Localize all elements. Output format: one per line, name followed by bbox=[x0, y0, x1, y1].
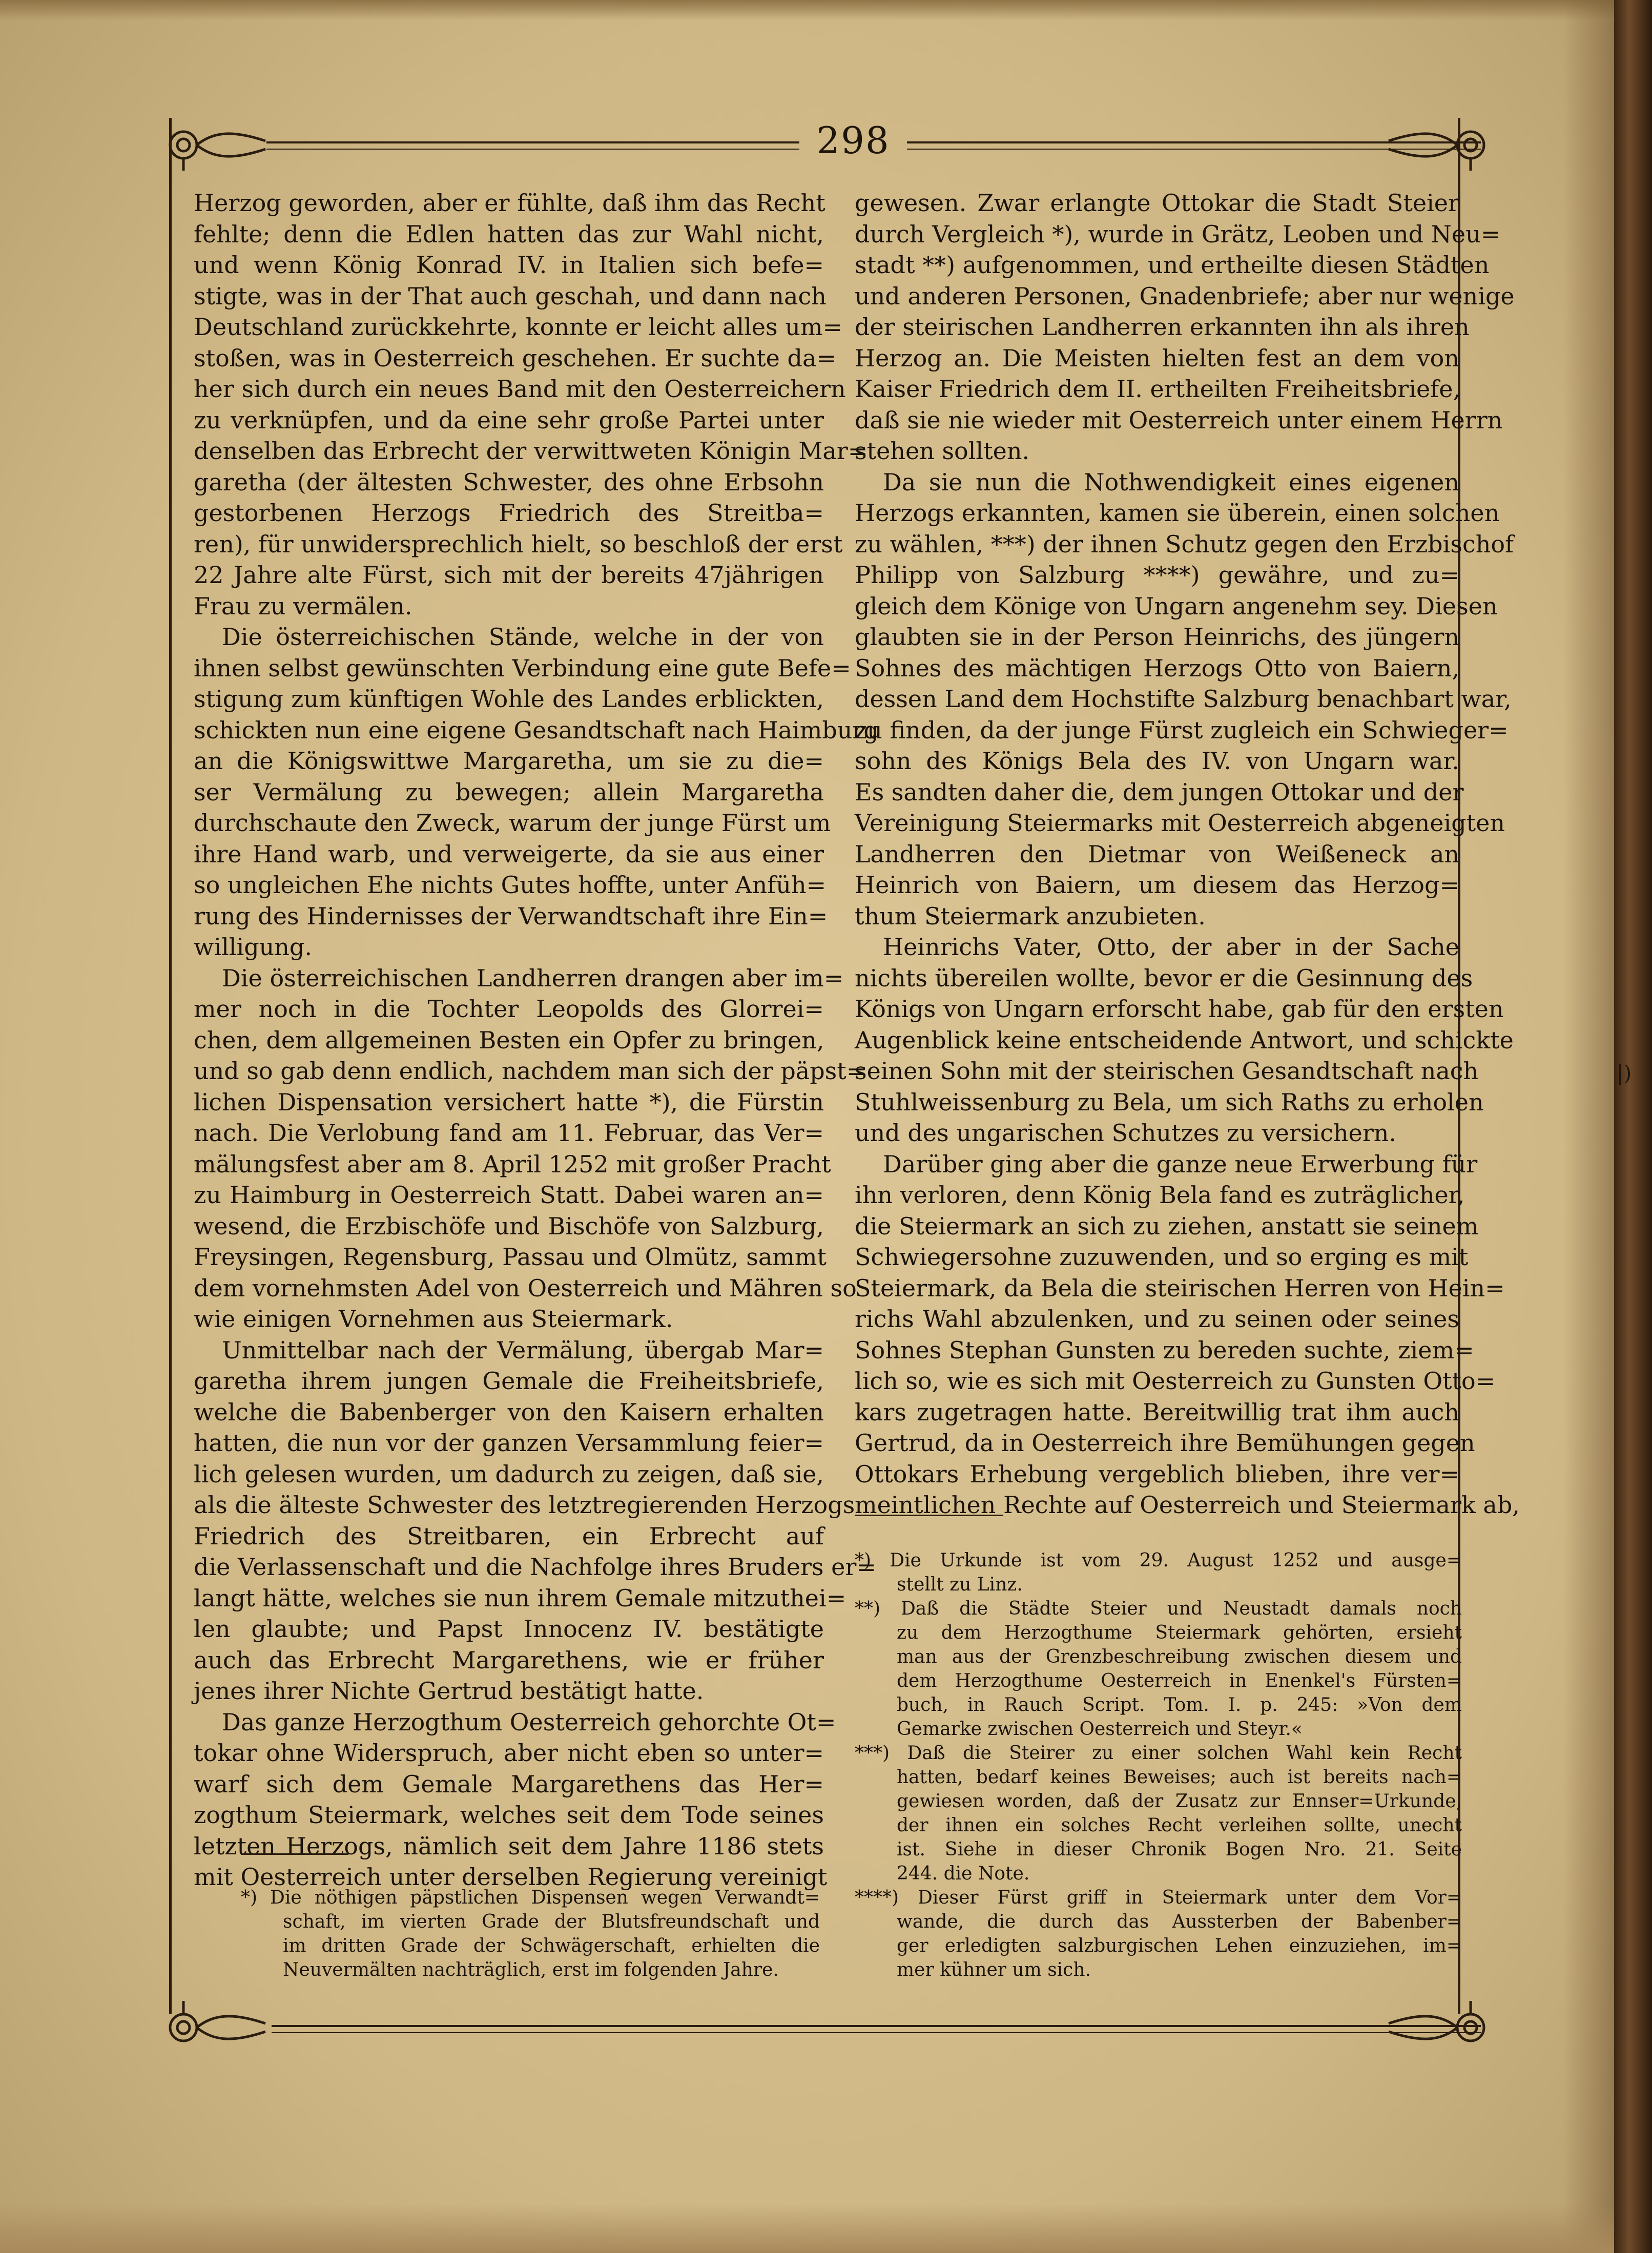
footnote-line: *) Die nöthigen päpstlichen Dispensen wegen Verwandt= bbox=[241, 1887, 820, 1908]
text-line: wesend, die Erzbischöfe und Bischöfe von Salzburg, bbox=[194, 1212, 824, 1240]
text-column-left bbox=[194, 188, 879, 1893]
ornament-top-right-icon bbox=[1383, 115, 1491, 172]
footnote-line: ist. Siehe in dieser Chronik Bogen Nro. 21. Seite bbox=[897, 1839, 1462, 1860]
ornament-bottom-right-icon bbox=[1383, 2001, 1491, 2057]
footnote-line: der ihnen ein solches Recht verleihen sollte, unecht bbox=[897, 1815, 1462, 1836]
text-line: seinen Sohn mit der steirischen Gesandtschaft nach bbox=[855, 1057, 1479, 1085]
text-line: warf sich dem Gemale Margarethens das Her= bbox=[194, 1770, 824, 1798]
footnote-line: gewiesen worden, daß der Zusatz zur Ennser=Urkunde, bbox=[897, 1791, 1462, 1812]
text-line: ihre Hand warb, und verweigerte, da sie aus einer bbox=[194, 840, 824, 868]
text-line: Es sandten daher die, dem jungen Ottokar und der bbox=[855, 778, 1464, 806]
footnotes-right bbox=[855, 1548, 1462, 1982]
text-line: glaubten sie in der Person Heinrichs, des jüngern bbox=[855, 623, 1459, 651]
footnote-line: **) Daß die Städte Steier und Neustadt damals noch bbox=[855, 1598, 1462, 1619]
text-line: nach. Die Verlobung fand am 11. Februar, das Ver= bbox=[194, 1119, 824, 1147]
text-line: stigte, was in der That auch geschah, und dann nach bbox=[194, 282, 827, 310]
text-line: stoßen, was in Oesterreich geschehen. Er suchte da= bbox=[194, 344, 836, 372]
text-line: dem vornehmsten Adel von Oesterreich und Mähren so bbox=[194, 1274, 857, 1302]
footnote-line: stellt zu Linz. bbox=[897, 1574, 1023, 1595]
text-line: Vereinigung Steiermarks mit Oesterreich abgeneigten bbox=[855, 809, 1505, 837]
text-line: Unmittelbar nach der Vermälung, übergab Mar= bbox=[222, 1336, 824, 1364]
text-line: gestorbenen Herzogs Friedrich des Streitba= bbox=[194, 499, 824, 527]
text-line: Landherren den Dietmar von Weißeneck an bbox=[855, 840, 1459, 868]
text-line: meintlichen Rechte auf Oesterreich und Steiermark ab, bbox=[855, 1491, 1520, 1519]
text-line: Herzogs erkannten, kamen sie überein, einen solchen bbox=[855, 499, 1500, 527]
footer-rule bbox=[272, 2025, 1481, 2027]
text-line: mit Oesterreich unter derselben Regierung vereinigt bbox=[194, 1863, 828, 1891]
text-line: Deutschland zurückkehrte, konnte er leicht alles um= bbox=[194, 313, 843, 341]
text-line: zu finden, da der junge Fürst zugleich ein Schwieger= bbox=[855, 716, 1509, 744]
footnote-line: man aus der Grenzbeschreibung zwischen diesem und bbox=[897, 1646, 1462, 1667]
text-line: Da sie nun die Nothwendigkeit eines eigenen bbox=[883, 468, 1459, 496]
text-line: ser Vermälung zu bewegen; allein Margaretha bbox=[194, 778, 824, 806]
text-line: und so gab denn endlich, nachdem man sich der päpst= bbox=[194, 1057, 866, 1085]
text-line: Heinrichs Vater, Otto, der aber in der Sache bbox=[883, 933, 1459, 961]
footnote-line: zu dem Herzogthume Steiermark gehörten, ersieht bbox=[897, 1622, 1462, 1643]
text-line: gewesen. Zwar erlangte Ottokar die Stadt Steier bbox=[855, 189, 1459, 217]
text-line: Herzog an. Die Meisten hielten fest an dem von bbox=[855, 344, 1459, 372]
footnote-line: schaft, im vierten Grade der Blutsfreundschaft und bbox=[283, 1911, 820, 1932]
text-line: Friedrich des Streitbaren, ein Erbrecht auf bbox=[194, 1522, 824, 1550]
footnote-rule bbox=[855, 1515, 1003, 1516]
text-line: und des ungarischen Schutzes zu versichern. bbox=[855, 1119, 1397, 1147]
footnote-line: Neuvermälten nachträglich, erst im folgenden Jahre. bbox=[283, 1959, 779, 1980]
text-line: langt hätte, welches sie nun ihrem Gemale mitzuthei= bbox=[194, 1584, 846, 1612]
text-line: tokar ohne Widerspruch, aber nicht eben so unter= bbox=[194, 1739, 824, 1767]
text-line: zu wählen, ***) der ihnen Schutz gegen den Erzbischof bbox=[855, 530, 1514, 558]
text-line: fehlte; denn die Edlen hatten das zur Wahl nicht, bbox=[194, 220, 824, 248]
text-line: zu Haimburg in Oesterreich Statt. Dabei waren an= bbox=[194, 1181, 824, 1209]
text-line: durch Vergleich *), wurde in Grätz, Leoben und Neu= bbox=[855, 220, 1501, 248]
text-line: Königs von Ungarn erforscht habe, gab für den ersten bbox=[855, 995, 1504, 1023]
text-line: die Steiermark an sich zu ziehen, anstatt sie seinem bbox=[855, 1212, 1479, 1240]
text-line: Philipp von Salzburg ****) gewähre, und zu= bbox=[855, 561, 1459, 589]
text-line: ihnen selbst gewünschten Verbindung eine gute Befe= bbox=[194, 654, 851, 682]
text-line: Darüber ging aber die ganze neue Erwerbung für bbox=[883, 1150, 1478, 1178]
text-line: mer noch in die Tochter Leopolds des Glorrei= bbox=[194, 995, 824, 1023]
text-line: Kaiser Friedrich dem II. ertheilten Freiheitsbriefe, bbox=[855, 375, 1461, 403]
text-line: Frau zu vermälen. bbox=[194, 592, 412, 620]
text-line: garetha (der ältesten Schwester, des ohne Erbsohn bbox=[194, 468, 824, 496]
text-line: Die österreichischen Landherren drangen aber im= bbox=[222, 964, 844, 992]
text-line: gleich dem Könige von Ungarn angenehm sey. Diesen bbox=[855, 592, 1498, 620]
text-line: und wenn König Konrad IV. in Italien sich befe= bbox=[194, 251, 824, 279]
text-line: mälungsfest aber am 8. April 1252 mit großer Pracht bbox=[194, 1150, 831, 1178]
text-line: daß sie nie wieder mit Oesterreich unter einem Herrn bbox=[855, 406, 1503, 434]
footnote-line: buch, in Rauch Script. Tom. I. p. 245: »Von dem bbox=[897, 1694, 1462, 1715]
footnote-line: wande, die durch das Aussterben der Babenber= bbox=[897, 1911, 1462, 1932]
text-line: der steirischen Landherren erkannten ihn als ihren bbox=[855, 313, 1470, 341]
text-line: garetha ihrem jungen Gemale die Freiheitsbriefe, bbox=[194, 1367, 824, 1395]
text-line: 22 Jahre alte Fürst, sich mit der bereits 47jährigen bbox=[194, 561, 824, 589]
text-line: welche die Babenberger von den Kaisern erhalten bbox=[194, 1398, 824, 1426]
text-line: richs Wahl abzulenken, und zu seinen oder seines bbox=[855, 1305, 1459, 1333]
text-line: so ungleichen Ehe nichts Gutes hoffte, unter Anfüh= bbox=[194, 871, 827, 899]
margin-mark: |) bbox=[1617, 1062, 1632, 1085]
text-line: Heinrich von Baiern, um diesem das Herzog= bbox=[855, 871, 1459, 899]
footnote-rule bbox=[241, 1853, 348, 1855]
text-line: len glaubte; und Papst Innocenz IV. bestätigte bbox=[194, 1615, 824, 1643]
footnote-line: Gemarke zwischen Oesterreich und Steyr.« bbox=[897, 1719, 1303, 1740]
text-line: thum Steiermark anzubieten. bbox=[855, 902, 1206, 930]
text-line: lich so, wie es sich mit Oesterreich zu Gunsten Otto= bbox=[855, 1367, 1496, 1395]
text-line: auch das Erbrecht Margarethens, wie er früher bbox=[194, 1646, 824, 1674]
header-rule bbox=[266, 141, 799, 143]
footnotes-left bbox=[241, 1886, 820, 1982]
text-line: jenes ihrer Nichte Gertrud bestätigt hatte. bbox=[194, 1677, 704, 1705]
text-line: willigung. bbox=[194, 933, 312, 961]
text-line: Gertrud, da in Oesterreich ihre Bemühungen gegen bbox=[855, 1429, 1475, 1457]
footnote-line: *) Die Urkunde ist vom 29. August 1252 und ausge= bbox=[855, 1550, 1462, 1571]
text-line: Sohnes des mächtigen Herzogs Otto von Baiern, bbox=[855, 654, 1459, 682]
footnote-line: mer kühner um sich. bbox=[897, 1959, 1091, 1980]
page-number: 298 bbox=[816, 119, 890, 162]
ornament-bottom-left-icon bbox=[163, 2001, 271, 2057]
text-line: denselben das Erbrecht der verwittweten Königin Mar= bbox=[194, 437, 868, 465]
text-line: lich gelesen wurden, um dadurch zu zeigen, daß sie, bbox=[194, 1460, 824, 1488]
text-line: dessen Land dem Hochstifte Salzburg benachbart war, bbox=[855, 685, 1512, 713]
text-line: und anderen Personen, Gnadenbriefe; aber nur wenige bbox=[855, 282, 1515, 310]
text-line: ren), für unwidersprechlich hielt, so beschloß der erst bbox=[194, 530, 843, 558]
text-line: zu verknüpfen, und da eine sehr große Partei unter bbox=[194, 406, 824, 434]
text-line: Herzog geworden, aber er fühlte, daß ihm das Recht bbox=[194, 189, 825, 217]
text-line: schickten nun eine eigene Gesandtschaft nach Haimburg bbox=[194, 716, 879, 744]
text-line: nichts übereilen wollte, bevor er die Gesinnung des bbox=[855, 964, 1473, 992]
footnote-line: im dritten Grade der Schwägerschaft, erhielten die bbox=[283, 1935, 820, 1956]
footnote-line: 244. die Note. bbox=[897, 1863, 1030, 1884]
footnote-line: ***) Daß die Steirer zu einer solchen Wahl kein Recht bbox=[855, 1743, 1462, 1764]
footnote-line: ****) Dieser Fürst griff in Steiermark unter dem Vor= bbox=[855, 1887, 1462, 1908]
ornament-top-left-icon bbox=[163, 115, 271, 172]
text-line: letzten Herzogs, nämlich seit dem Jahre 1186 stets bbox=[194, 1832, 824, 1860]
text-line: rung des Hindernisses der Verwandtschaft ihre Ein= bbox=[194, 902, 828, 930]
text-line: sohn des Königs Bela des IV. von Ungarn war. bbox=[855, 747, 1459, 775]
text-line: Das ganze Herzogthum Oesterreich gehorchte Ot= bbox=[222, 1708, 836, 1736]
text-line: die Verlassenschaft und die Nachfolge ihres Bruders er= bbox=[194, 1553, 876, 1581]
text-line: her sich durch ein neues Band mit den Oesterreichern bbox=[194, 375, 846, 403]
text-line: an die Königswittwe Margaretha, um sie zu die= bbox=[194, 747, 824, 775]
text-line: Freysingen, Regensburg, Passau und Olmütz, sammt bbox=[194, 1243, 827, 1271]
text-line: kars zugetragen hatte. Bereitwillig trat ihm auch bbox=[855, 1398, 1459, 1426]
text-line: Steiermark, da Bela die steirischen Herren von Hein= bbox=[855, 1274, 1505, 1302]
text-line: lichen Dispensation versichert hatte *), die Fürstin bbox=[194, 1088, 824, 1116]
text-line: Augenblick keine entscheidende Antwort, und schickte bbox=[855, 1026, 1514, 1054]
text-line: Schwiegersohne zuzuwenden, und so erging es mit bbox=[855, 1243, 1469, 1271]
text-line: zogthum Steiermark, welches seit dem Tode seines bbox=[194, 1801, 824, 1829]
text-line: Sohnes Stephan Gunsten zu bereden suchte, ziem= bbox=[855, 1336, 1474, 1364]
text-line: Ottokars Erhebung vergeblich blieben, ihre ver= bbox=[855, 1460, 1459, 1488]
text-line: Stuhlweissenburg zu Bela, um sich Raths zu erholen bbox=[855, 1088, 1484, 1116]
text-line: hatten, die nun vor der ganzen Versammlung feier= bbox=[194, 1429, 824, 1457]
text-line: chen, dem allgemeinen Besten ein Opfer zu bringen, bbox=[194, 1026, 824, 1054]
text-line: stigung zum künftigen Wohle des Landes erblickten, bbox=[194, 685, 824, 713]
text-line: durchschaute den Zweck, warum der junge Fürst um bbox=[194, 809, 831, 837]
footnote-line: hatten, bedarf keines Beweises; auch ist bereits nach= bbox=[897, 1767, 1462, 1788]
text-line: stadt **) aufgenommen, und ertheilte diesen Städten bbox=[855, 251, 1490, 279]
book-binding bbox=[1614, 0, 1652, 2253]
footnote-line: ger erledigten salzburgischen Lehen einzuziehen, im= bbox=[897, 1935, 1462, 1956]
footnote-line: dem Herzogthume Oesterreich in Enenkel's Fürsten= bbox=[897, 1670, 1462, 1691]
text-line: als die älteste Schwester des letztregierenden Herzogs bbox=[194, 1491, 855, 1519]
text-column-right bbox=[855, 188, 1520, 1521]
text-line: Die österreichischen Stände, welche in der von bbox=[222, 623, 824, 651]
text-line: stehen sollten. bbox=[855, 437, 1030, 465]
text-line: wie einigen Vornehmen aus Steiermark. bbox=[194, 1305, 673, 1333]
text-line: ihn verloren, denn König Bela fand es zuträglicher, bbox=[855, 1181, 1465, 1209]
